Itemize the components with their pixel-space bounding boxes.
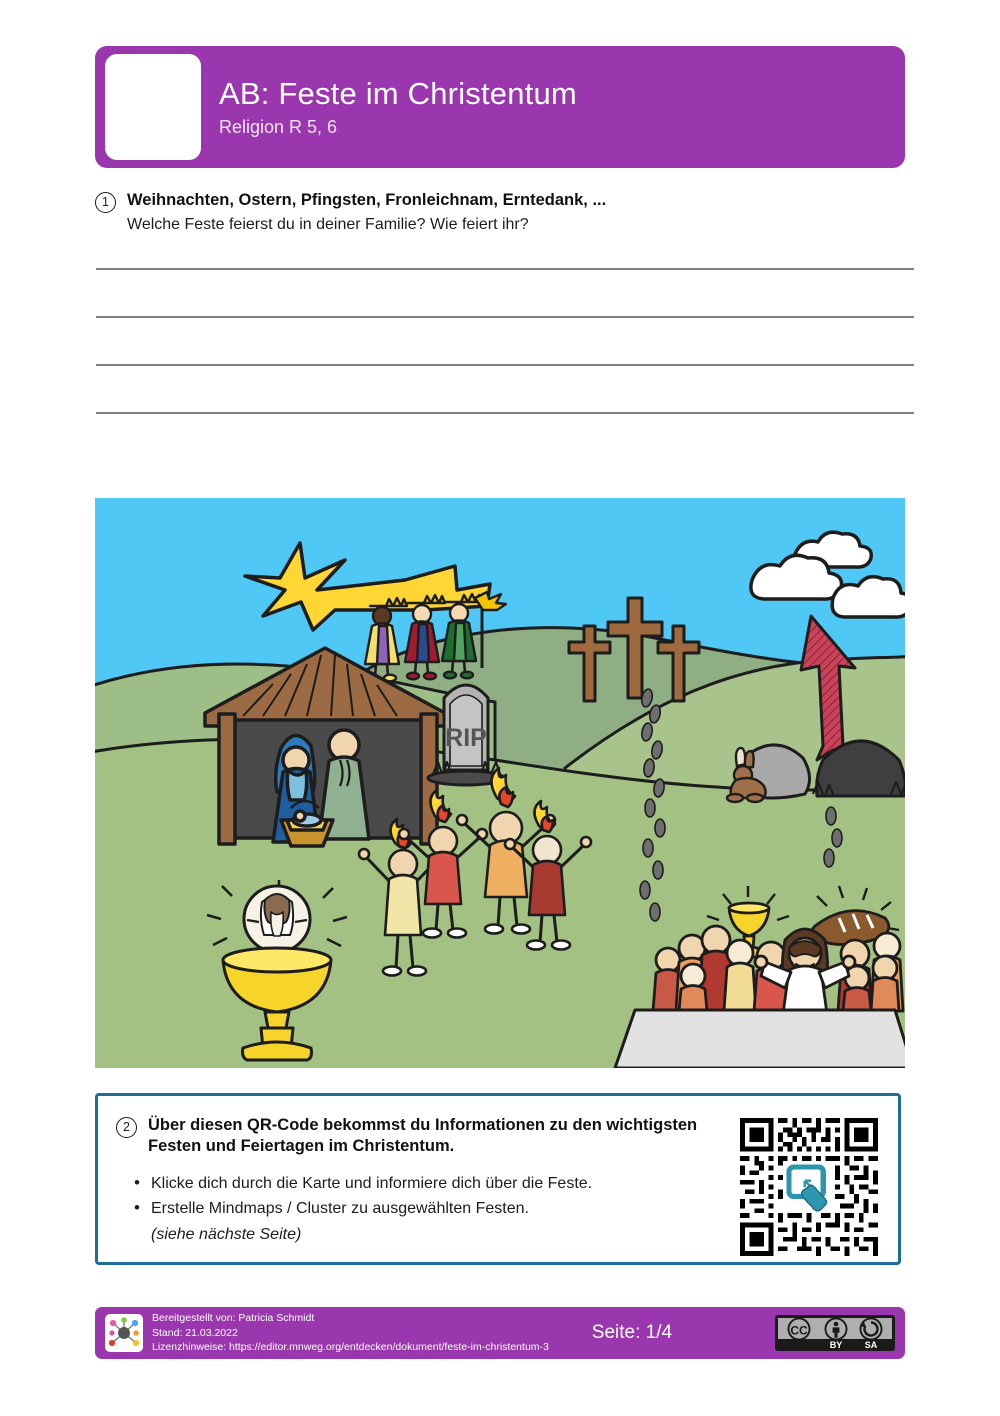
mnweg-logo-icon	[105, 1314, 143, 1352]
task-2-bullet: • Klicke dich durch die Karte und informiere dich über die Feste.	[134, 1172, 730, 1195]
creative-commons-badge	[775, 1315, 895, 1351]
footer-provided-by: Bereitgestellt von: Patricia Schmidt	[152, 1311, 315, 1324]
qr-code[interactable]	[740, 1115, 882, 1262]
task-1	[95, 190, 915, 236]
task-1-number: 1	[95, 192, 116, 213]
task-2-box	[95, 1093, 901, 1265]
header-logo-placeholder	[105, 54, 201, 160]
task-2-heading: Über diesen QR-Code bekommst du Informationen zu den wichtigsten Festen und Feiertagen im Christentum.	[148, 1116, 698, 1156]
page-subtitle: Religion R 5, 6	[219, 117, 338, 138]
page-number: Seite: 1/4	[591, 1322, 673, 1343]
by-text: BY	[829, 1340, 843, 1350]
grabstein-text: RIP	[445, 724, 487, 752]
footer-date: Stand: 21.03.2022	[152, 1326, 238, 1339]
answer-line[interactable]	[96, 316, 914, 318]
task-1-prompt: Welche Feste feierst du in deiner Familie? Wie feiert ihr?	[127, 216, 529, 234]
answer-lines[interactable]	[96, 268, 914, 460]
page-header	[95, 46, 905, 168]
answer-line[interactable]	[96, 268, 914, 270]
answer-line[interactable]	[96, 364, 914, 366]
sa-text: SA	[864, 1340, 878, 1350]
task-2-number: 2	[116, 1117, 137, 1138]
tablet-tap-icon	[783, 1161, 835, 1213]
header-text-block	[219, 76, 577, 139]
page-footer	[95, 1307, 905, 1359]
task-2-bullet: • Erstelle Mindmaps / Cluster zu ausgewählten Festen.	[134, 1197, 730, 1220]
illustration-christliche-feste	[95, 498, 905, 1068]
cc-text: CC	[790, 1323, 808, 1338]
answer-line[interactable]	[96, 412, 914, 414]
page-title: AB: Feste im Christentum	[219, 75, 577, 111]
footer-license-note[interactable]: Lizenzhinweise: https://editor.mnweg.org/entdecken/dokument/feste-im-christentum-3	[152, 1341, 549, 1354]
task-2-bullet-list	[116, 1172, 730, 1246]
task-1-heading: Weihnachten, Ostern, Pfingsten, Fronleichnam, Erntedank, ...	[127, 191, 607, 209]
task-2-note: (siehe nächste Seite)	[151, 1225, 302, 1243]
